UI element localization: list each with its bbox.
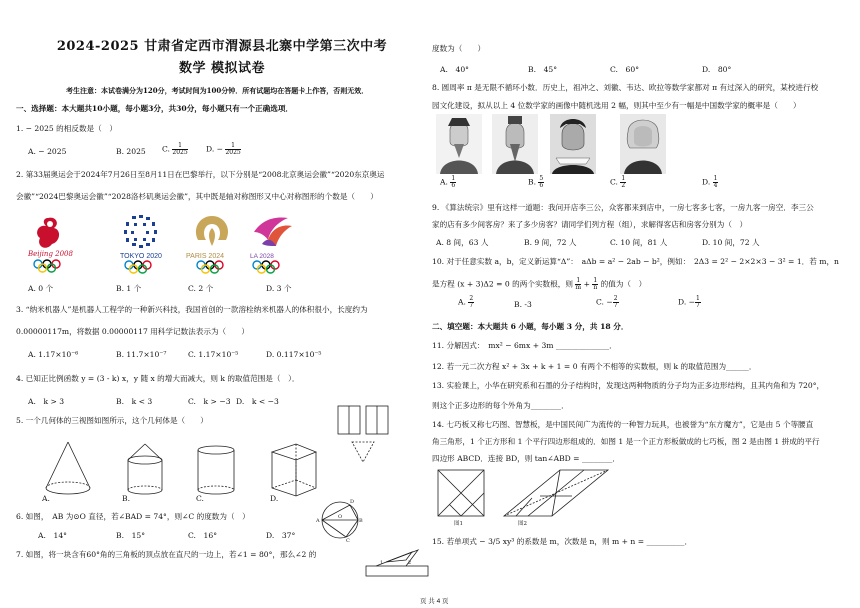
- left-column: [16, 0, 428, 608]
- q7-continued: 度数为（ ）: [432, 44, 486, 53]
- q5-option-a: A.: [42, 494, 50, 503]
- q11-text: 11. 分解因式： mx² − 6mx + 3m ______________．: [432, 341, 617, 350]
- q1-option-a: A. − 2025: [28, 147, 67, 156]
- q3-option-c: C. 1.17×10⁻⁵: [188, 350, 239, 359]
- q15-text: 15. 若单项式 − 3/5 xy³ 的系数是 m，次数是 n，则 m + n = __________．: [432, 537, 693, 546]
- q10-option-d: D. − $\frac{1}{7}$: [678, 295, 700, 309]
- q4-text: 4. 已知正比例函数 y = (3 - k) x，y 随 x 的增大而减大，则 k 的取值范围是（ ）．: [16, 374, 300, 383]
- q1-text: 1. − 2025 的相反数是（ ）: [16, 124, 117, 133]
- q4-option-d: D. k < −3: [236, 397, 279, 406]
- q3-option-d: D. 0.117×10⁻⁵: [266, 350, 322, 359]
- circle-diameter-figure: [316, 496, 364, 542]
- q8-line2: 园文化建设，拟从以上 4 位数学家的画像中随机选用 2 幅，则其中至少有一幅是中国数学家的概率是（ ）: [432, 101, 801, 110]
- q10-line2: 是方程 (x + 3)Δ2 = 0 的两个实数根，则 $\frac{1}{m}$ + $\frac{1}{n}$ 的值为（ ）: [432, 277, 647, 291]
- q14-line2: 角三角形，1 个正方形和 1 个平行四边形组成的．如图 1 是一个正方形板做成的七巧板，图 2 是由图 1 拼成的平行: [432, 437, 820, 446]
- triangular-prism-figure: [268, 440, 322, 498]
- q13-line2: 则这个正多边形的每个外角为________．: [432, 401, 569, 410]
- q7-option-a: A. 40°: [440, 65, 469, 74]
- q5-text: 5. 一个几何体的三视图如图所示，这个几何体是（ ）: [16, 416, 208, 425]
- q2-option-c: C. 2 个: [188, 284, 214, 293]
- q7-option-b: B. 45°: [528, 65, 558, 74]
- q2-option-a: A. 0 个: [28, 284, 54, 293]
- q2-option-d: D. 3 个: [266, 284, 292, 293]
- svg-text:D: D: [350, 499, 355, 505]
- q9-option-c: C. 10 间，81 人: [610, 238, 668, 247]
- cone-figure: [42, 440, 94, 498]
- cylinder-figure: [194, 444, 238, 498]
- q13-line1: 13. 实验课上，小华在研究系和石墨的分子结构时，发现这两种物质的分子均为正多边形结构，且其内角和为 720°，: [432, 381, 825, 390]
- svg-text:C: C: [346, 538, 350, 544]
- svg-text:A: A: [316, 518, 320, 524]
- portrait-liu-hui: [492, 114, 538, 174]
- page-footer: 页 共 4 页: [420, 598, 449, 605]
- q1-option-c: C. $\frac{1}{2025}$: [162, 142, 188, 156]
- exam-subtitle: 数学 模拟试卷: [178, 61, 266, 76]
- paris-2024-logo: [184, 212, 244, 274]
- q6-option-d: D. 37°: [266, 531, 296, 540]
- q4-option-c: C. k > −3: [188, 397, 231, 406]
- q5-option-b: B.: [122, 494, 130, 503]
- q10-option-b: B. -3: [514, 300, 532, 309]
- tangram-parallelogram-figure: [502, 468, 614, 526]
- q3-option-b: B. 11.7×10⁻⁷: [116, 350, 167, 359]
- portrait-zu-chongzhi: [436, 114, 482, 174]
- svg-text:2: 2: [408, 560, 412, 566]
- q7-text: 7. 如图，将一块含有60°角的三角板的顶点放在直尺的一边上，若∠1 = 80°，那么∠2 的: [16, 550, 317, 559]
- la-2028-logo: [244, 212, 304, 274]
- right-column: [432, 0, 844, 608]
- q9-option-d: D. 10 间，72 人: [702, 238, 760, 247]
- svg-text:图1: 图1: [454, 521, 463, 527]
- q6-option-c: C. 16°: [188, 531, 218, 540]
- q6-option-b: B. 15°: [116, 531, 146, 540]
- q7-option-c: C. 60°: [610, 65, 640, 74]
- q2-line2: 会徽”“2024巴黎奥运会徽”“2028洛杉矶奥运会徽”，其中既是轴对称图形又中心对称图形的个数是（ ）: [16, 192, 378, 201]
- q9-option-b: B. 9 间，72 人: [524, 238, 577, 247]
- q7-option-d: D. 80°: [702, 65, 732, 74]
- q8-option-c: C. $\frac{1}{2}$: [610, 175, 626, 189]
- q9-line1: 9. 《算法统宗》里有这样一道题：我问开店李三公，众客都来到店中，一房七客多七客，一房九客一房空．李三公: [432, 203, 814, 212]
- svg-text:图2: 图2: [518, 521, 527, 527]
- q2-option-b: B. 1 个: [116, 284, 142, 293]
- q1-option-d: D. − $\frac{1}{2025}$: [206, 142, 241, 156]
- q14-line3: 四边形 ABCD．连接 BD，则 tan∠ABD = ________．: [432, 454, 620, 463]
- q2-line1: 2. 第33届奥运会于2024年7月26日至8月11日在巴黎举行，以下分别是“2008北京奥运会徽”“2020东京奥运: [16, 170, 385, 179]
- svg-text:TOKYO 2020: TOKYO 2020: [120, 253, 162, 260]
- tokyo-2020-logo: [112, 212, 172, 274]
- cylinder-cone-figure: [122, 442, 168, 498]
- section-2-heading: 二、填空题：本大题共 6 小题，每小题 3 分，共 18 分．: [432, 322, 629, 331]
- q10-line1: 10. 对于任意实数 a，b，定义新运算“Δ”： aΔb = a² − 2ab − b²，例如： 2Δ3 = 2² − 2×2×3 − 3² = 1．若 m，n: [432, 257, 839, 266]
- svg-text:1: 1: [380, 560, 384, 566]
- q8-option-b: B. $\frac{5}{6}$: [528, 175, 544, 189]
- section-1-heading: 一、选择题：本大题共10小题，每小题3分，共30分，每小题只有一个正确选项．: [16, 104, 294, 113]
- q1-option-b: B. 2025: [116, 147, 146, 156]
- q8-option-d: D. $\frac{1}{4}$: [702, 175, 718, 189]
- q6-text: 6. 如图， AB 为⊙O 直径，若∠BAD = 74°，则∠C 的度数为（ ）: [16, 512, 250, 521]
- beijing-2008-logo: [24, 212, 84, 274]
- portrait-euler: [620, 114, 666, 174]
- q3-line2: 0.00000117m，将数据 0.00000117 用科学记数法表示为（ ）: [16, 327, 249, 336]
- q8-line1: 8. 圆周率 π 是无限不循环小数．历史上，祖冲之、刘徽、韦达、欧拉等数学家都对 π 有过深入的研究，某校进行校: [432, 83, 819, 92]
- three-view-drawing: [336, 404, 396, 470]
- portrait-viete: [550, 114, 596, 174]
- q10-option-c: C. − $\frac{2}{7}$: [596, 295, 618, 309]
- svg-text:PARIS 2024: PARIS 2024: [186, 253, 225, 260]
- exam-title: 2024-2025 甘肃省定西市渭源县北寨中学第三次中考: [56, 39, 388, 54]
- tangram-square-figure: [436, 468, 488, 526]
- svg-text:B: B: [359, 518, 363, 524]
- q12-text: 12. 若一元二次方程 x² + 3x + k + 1 = 0 有两个不相等的实数根，则 k 的取值范围为______．: [432, 362, 757, 371]
- q9-line2: 家的店有多少间客房？来了多少房客？请同学们列方程（组），求解得客店和房客分别为（ ）: [432, 220, 748, 229]
- q10-option-a: A. $\frac{2}{7}$: [458, 295, 474, 309]
- q8-option-a: A. $\frac{1}{6}$: [440, 175, 456, 189]
- q6-option-a: A. 14°: [38, 531, 67, 540]
- q9-option-a: A. 8 间，63 人: [436, 238, 489, 247]
- q4-option-a: A. k > 3: [28, 397, 65, 406]
- exam-notice: 考生注意：本试卷满分为120分，考试时间为100分钟．所有试题均在答题卡上作答，否则无效．: [66, 86, 369, 95]
- ruler-triangle-figure: [362, 548, 432, 582]
- svg-text:Beijing 2008: Beijing 2008: [28, 250, 73, 258]
- q3-option-a: A. 1.17×10⁻⁶: [28, 350, 79, 359]
- q5-option-c: C.: [196, 494, 204, 503]
- q5-option-d: D.: [270, 494, 279, 503]
- svg-text:O: O: [338, 514, 343, 520]
- q4-option-b: B. k < 3: [116, 397, 153, 406]
- q3-line1: 3. “纳米机器人”是机器人工程学的一种新兴科技，我国首创的一款溶栓纳米机器人的体积很小，长度约为: [16, 305, 368, 314]
- q14-line1: 14. 七巧板又称七巧图、智慧板，是中国民间广为流传的一种智力玩具，也被誉为“东方魔方”，它是由 5 个等腰直: [432, 420, 814, 429]
- svg-text:LA 2028: LA 2028: [250, 253, 274, 260]
